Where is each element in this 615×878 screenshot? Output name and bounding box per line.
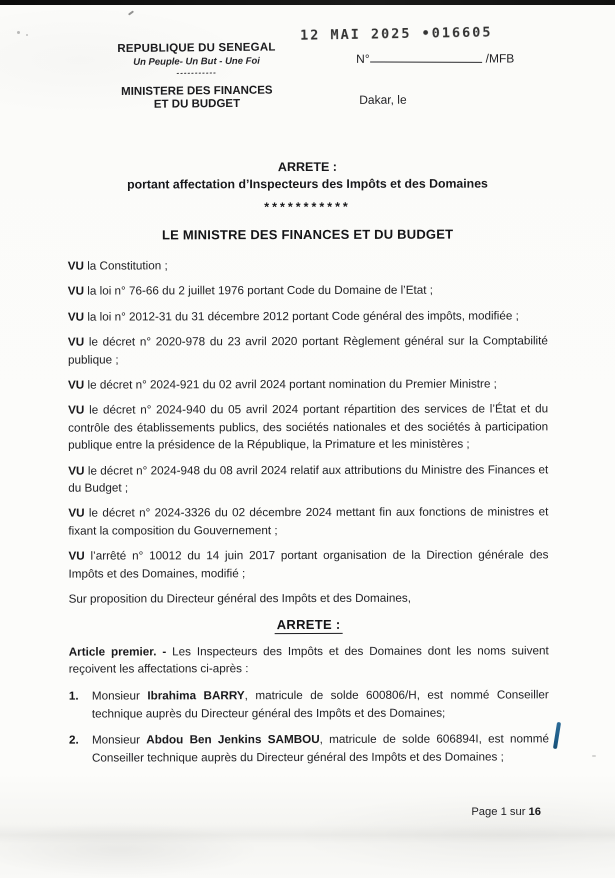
document-header: [67, 25, 547, 110]
number-blank-line: [371, 50, 483, 62]
number-prefix: N°: [356, 51, 370, 66]
appointment-text: Monsieur Ibrahima BARRY, matricule de solde 600806/H, est nommé Conseiller technique auprès du Directeur général des Impôts et des Domaines;: [91, 688, 549, 721]
appointment-item: [69, 687, 549, 723]
scan-bottom-shade: [0, 824, 615, 844]
visa-clause: VU le décret n° 2024-921 du 02 avril 2024 portant nomination du Premier Ministre ;: [67, 377, 497, 392]
decree-subject: portant affectation d’Inspecteurs des Impôts et des Domaines: [127, 176, 488, 192]
visa-clause: VU la loi n° 2012-31 du 31 décembre 2012 portant Code général des impôts, modifiée ;: [67, 309, 519, 324]
decree-body: [68, 256, 549, 766]
page-number: Page 1 sur 16: [471, 806, 541, 818]
scan-speck: [592, 755, 596, 757]
visa-clause: VU le décret n° 2024-3326 du 02 décembre 2024 mettant fin aux fonctions de ministres et fixant la composition du Gouvernement ;: [68, 505, 549, 538]
proposition-line: Sur proposition du Directeur général des Impôts et des Domaines,: [68, 591, 411, 606]
stars-separator: ***********: [264, 199, 351, 215]
appointment-item: [69, 730, 549, 766]
ministry-name-line1: MINISTERE DES FINANCES: [121, 84, 273, 99]
appointment-text: Monsieur Abdou Ben Jenkins SAMBOU, matricule de solde 606894I, est nommé Conseiller technique auprès du Directeur général des Impôts et des Domaines ;: [91, 732, 549, 765]
visa-clause: VU le décret n° 2020-978 du 23 avril 2020 portant Règlement général sur la Comptabilité publique ;: [67, 334, 548, 367]
place-date-line: Dakar, le: [359, 92, 407, 107]
visa-clause: VU le décret n° 2024-940 du 05 avril 2024 portant répartition des services de l’État et du contrôle des établissements publics, des sociétés nationales et des sociétés à participation publique entre la présidence de la République, la Primature et les ministères ;: [68, 402, 549, 452]
reference-number-line: [356, 50, 547, 65]
scan-speck: [26, 34, 28, 36]
appointee-name: Ibrahima BARRY: [147, 689, 245, 703]
visa-clause: VU la Constitution ;: [67, 259, 168, 273]
scan-speck: [17, 31, 20, 34]
date-received-stamp: 12 MAI 2025 •016605: [299, 24, 493, 44]
visa-clause: VU la loi n° 76-66 du 2 juillet 1976 portant Code du Domaine de l’Etat ;: [67, 284, 434, 299]
authority-title: LE MINISTRE DES FINANCES ET DU BUDGET: [161, 226, 454, 243]
article-premier: Article premier. - Les Inspecteurs des Impôts et des Domaines dont les noms suivent reçoivent les affectations ci-après :: [68, 643, 549, 676]
visa-clause: VU l’arrêté n° 10012 du 14 juin 2017 portant organisation de la Direction générale des Impôts et des Domaines, modifié ;: [68, 548, 549, 581]
divider-dashes: -----------: [176, 68, 217, 78]
visa-clause: VU le décret n° 2024-948 du 08 avril 2024 relatif aux attributions du Ministre des Finances et du Budget ;: [68, 463, 549, 495]
decree-title-block: [67, 159, 547, 242]
letterhead: [89, 41, 305, 111]
ministry-name-line2: ET DU BUDGET: [153, 97, 241, 111]
decision-heading: ARRETE :: [69, 615, 549, 634]
header-right-block: [299, 24, 547, 110]
appointment-number: 2.: [68, 733, 79, 747]
republic-title: REPUBLIQUE DU SENEGAL: [117, 41, 276, 56]
appointee-name: Abdou Ben Jenkins SAMBOU: [146, 733, 320, 747]
appointment-number: 1.: [68, 689, 79, 703]
decree-heading: ARRETE :: [277, 159, 337, 175]
national-motto: Un Peuple- Un But - Une Foi: [133, 55, 260, 68]
number-suffix: /MFB: [485, 51, 515, 66]
